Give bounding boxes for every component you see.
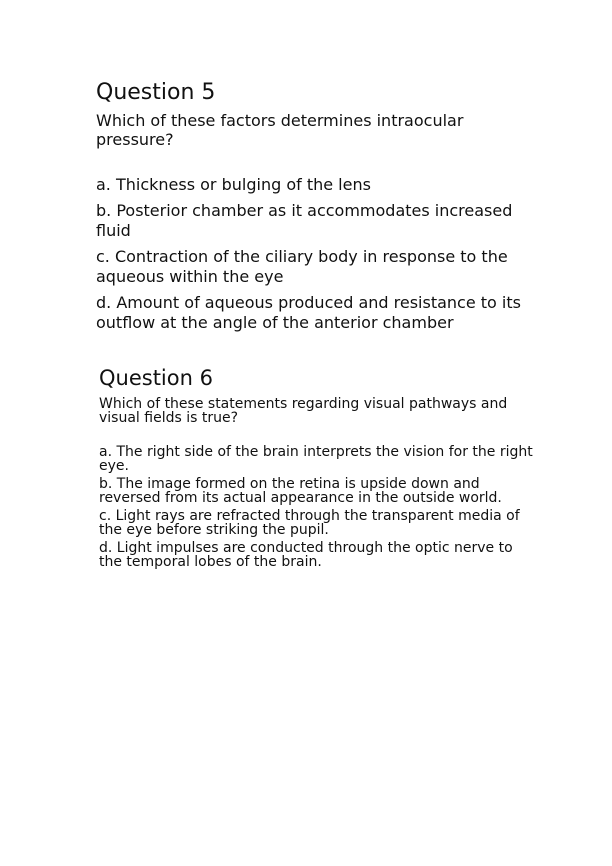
question-5-option-c: c. Contraction of the ciliary body in response to the aqueous within the eye xyxy=(96,247,508,286)
question-6-stem: Which of these statements regarding visual pathways and visual fields is true? xyxy=(99,396,508,426)
question-5-option-a: a. Thickness or bulging of the lens xyxy=(96,175,371,194)
question-6-title: Question 6 xyxy=(99,366,213,390)
question-6-option-b: b. The image formed on the retina is upside down and reversed from its actual appearance in the outside world. xyxy=(99,476,502,506)
question-5-block xyxy=(96,80,546,339)
question-6-option-c: c. Light rays are refracted through the transparent media of the eye before striking the pupil. xyxy=(99,508,520,538)
question-5-option-b: b. Posterior chamber as it accommodates increased fluid xyxy=(96,201,513,240)
question-5-option-d: d. Amount of aqueous produced and resistance to its outflow at the angle of the anterior chamber xyxy=(96,293,521,332)
question-5-stem: Which of these factors determines intraocular pressure? xyxy=(96,111,464,149)
question-6-option-d: d. Light impulses are conducted through the optic nerve to the temporal lobes of the brain. xyxy=(99,540,513,570)
question-5-title: Question 5 xyxy=(96,80,216,105)
question-6-block xyxy=(99,366,539,573)
question-6-option-a: a. The right side of the brain interprets the vision for the right eye. xyxy=(99,444,533,474)
